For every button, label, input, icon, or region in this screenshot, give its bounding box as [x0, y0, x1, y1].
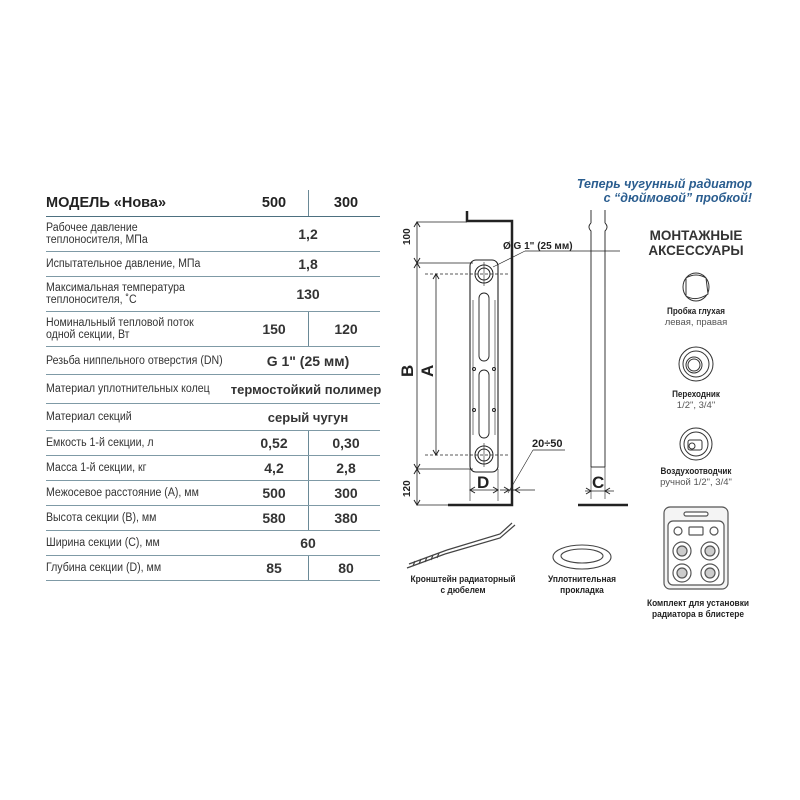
table-row	[46, 375, 380, 404]
row-label: Номинальный тепловой поток	[46, 317, 194, 329]
model-title: МОДЕЛЬ «Нова»	[46, 195, 167, 211]
table-row	[46, 312, 380, 347]
spec-table	[46, 190, 380, 581]
row-value: термостойкий полимер	[230, 381, 382, 397]
dim-b: B	[398, 364, 417, 377]
row-label: теплоносителя, МПа	[46, 234, 148, 246]
dim-c: C	[592, 473, 605, 492]
gasket-line-2: прокладка	[560, 585, 604, 596]
gasket-label	[536, 574, 628, 596]
accessory-name: Пробка глухая	[667, 306, 725, 317]
row-label: Высота секции (B), мм	[46, 512, 157, 524]
row-label: одной секции, Вт	[46, 329, 130, 341]
accessories-title-1: МОНТАЖНЫЕ	[649, 228, 743, 243]
row-label: Материал уплотнительных колец	[46, 383, 210, 395]
bracket-label	[406, 574, 520, 596]
row-label: Масса 1-й секции, кг	[46, 462, 147, 474]
bracket-icon	[405, 522, 525, 572]
promo-text	[577, 177, 752, 205]
table-row	[46, 506, 380, 531]
accessory-name: Воздухоотводчик	[660, 466, 732, 477]
row-value-500: 580	[262, 510, 286, 526]
row-label: Материал секций	[46, 411, 132, 423]
row-value-500: 0,52	[260, 435, 288, 451]
radiator-diagram	[395, 205, 645, 515]
bracket-line-2: с дюбелем	[440, 585, 486, 596]
row-value-300: 300	[334, 485, 358, 501]
row-label: Глубина секции (D), мм	[46, 562, 162, 574]
row-value: серый чугун	[267, 409, 349, 425]
row-value-500: 500	[262, 485, 286, 501]
accessories-title	[636, 228, 756, 258]
row-value: G 1" (25 мм)	[266, 352, 350, 369]
row-value-300: 380	[334, 510, 358, 526]
accessories-title-2: АКСЕССУАРЫ	[648, 243, 744, 258]
row-label: Максимальная температура	[46, 282, 185, 294]
row-value-300: 80	[338, 560, 354, 576]
col-300: 300	[333, 195, 359, 211]
blister-kit-icon	[662, 505, 730, 591]
row-label: теплоносителя, ˚С	[46, 294, 137, 306]
air-vent-icon	[676, 424, 716, 464]
accessory-plug	[646, 306, 746, 328]
promo-line-2: с “дюймовой” пробкой!	[603, 191, 752, 205]
gasket-line-1: Уплотнительная	[547, 574, 617, 585]
dim-d: D	[477, 473, 490, 492]
table-row	[46, 431, 380, 456]
accessory-name: Комплект для установки	[646, 598, 750, 609]
table-row	[46, 456, 380, 481]
accessory-sub: радиатора в блистере	[651, 609, 745, 620]
table-row	[46, 277, 380, 312]
table-row	[46, 252, 380, 277]
row-label: Испытательное давление, МПа	[46, 258, 201, 270]
bracket-line-1: Кронштейн радиаторный	[410, 574, 516, 585]
row-value-500: 85	[266, 560, 282, 576]
accessory-sub: ручной 1/2", 3/4"	[660, 477, 732, 488]
dim-a: A	[418, 364, 437, 377]
promo-line-1: Теперь чугунный радиатор	[576, 177, 752, 191]
table-row	[46, 481, 380, 506]
accessory-adapter	[646, 389, 746, 411]
table-row	[46, 404, 380, 431]
row-value-500: 4,2	[264, 460, 284, 476]
row-value-300: 0,30	[332, 435, 360, 451]
row-value-300: 120	[334, 321, 358, 337]
dim-100: 100	[402, 228, 413, 245]
accessory-sub: левая, правая	[664, 317, 728, 328]
accessory-air-vent	[636, 466, 756, 488]
table-row	[46, 556, 380, 581]
row-value-500: 150	[262, 321, 286, 337]
accessory-name: Переходник	[672, 389, 720, 400]
table-row	[46, 347, 380, 375]
row-value: 130	[296, 286, 320, 302]
plug-icon	[678, 270, 714, 304]
row-value: 60	[300, 535, 316, 551]
row-value: 1,2	[298, 226, 318, 242]
dim-120: 120	[402, 480, 413, 497]
row-label: Ширина секции (C), мм	[46, 537, 160, 549]
accessory-sub: 1/2", 3/4"	[676, 400, 716, 411]
gasket-icon	[550, 542, 614, 572]
col-500: 500	[261, 195, 287, 211]
row-label: Рабочее давление	[46, 222, 138, 234]
accessory-blister-kit	[641, 598, 755, 620]
adapter-icon	[676, 344, 716, 384]
wall-gap: 20÷50	[532, 438, 563, 450]
table-header	[46, 190, 380, 217]
row-value-300: 2,8	[336, 460, 356, 476]
row-label: Резьба ниппельного отверстия (DN)	[46, 354, 223, 367]
row-label: Емкость 1-й секции, л	[46, 437, 154, 449]
thread-label: Ø G 1" (25 мм)	[503, 241, 573, 252]
table-row	[46, 531, 380, 556]
table-row	[46, 217, 380, 252]
row-value: 1,8	[298, 256, 318, 272]
row-label: Межосевое расстояние (A), мм	[46, 487, 199, 499]
